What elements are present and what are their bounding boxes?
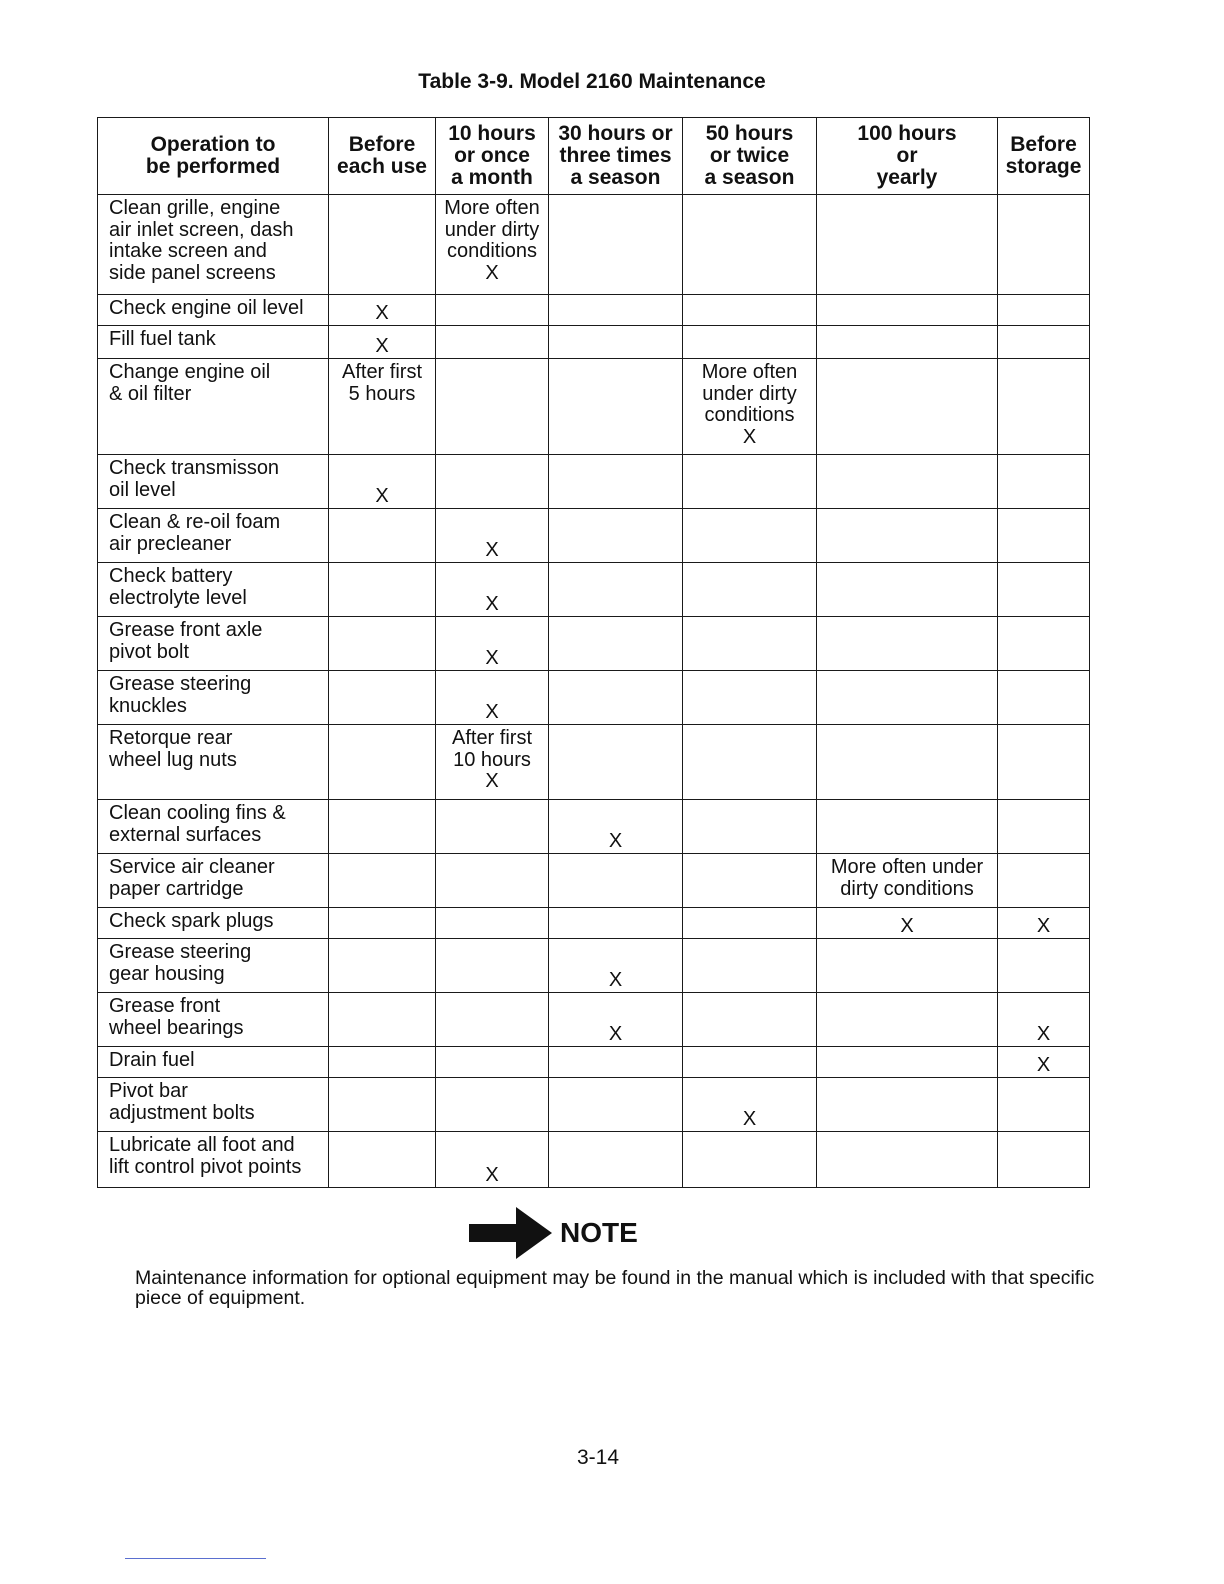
interval-cell bbox=[549, 195, 683, 295]
column-header bbox=[817, 118, 998, 195]
interval-cell bbox=[436, 1078, 549, 1132]
cell-note-line: conditions bbox=[446, 240, 538, 262]
interval-cell bbox=[998, 800, 1090, 854]
cell-note-line: More often under bbox=[830, 856, 984, 878]
interval-cell bbox=[329, 725, 436, 800]
cell-note-line: under dirty bbox=[444, 218, 540, 241]
interval-cell bbox=[436, 1132, 549, 1188]
interval-cell bbox=[998, 993, 1090, 1047]
interval-cell bbox=[817, 509, 998, 563]
interval-cell bbox=[817, 326, 998, 359]
operation-line: Clean cooling fins & bbox=[109, 802, 286, 824]
operation-cell bbox=[98, 563, 329, 617]
column-header-line: be performed bbox=[145, 155, 281, 178]
operation-line: Check engine oil level bbox=[109, 297, 304, 319]
column-header bbox=[549, 118, 683, 195]
interval-cell bbox=[329, 326, 436, 359]
column-header-line: a season bbox=[570, 166, 661, 189]
maintenance-table bbox=[97, 117, 1090, 1188]
interval-cell bbox=[683, 854, 817, 908]
interval-cell bbox=[329, 671, 436, 725]
interval-cell bbox=[549, 1132, 683, 1188]
table-row bbox=[98, 455, 1090, 509]
interval-cell bbox=[998, 295, 1090, 326]
interval-cell bbox=[683, 563, 817, 617]
interval-cell bbox=[683, 295, 817, 326]
operation-line: Grease front bbox=[109, 995, 221, 1017]
operation-line: air precleaner bbox=[109, 532, 232, 555]
column-header-line: a season bbox=[704, 166, 795, 189]
x-mark: X bbox=[485, 538, 499, 561]
interval-cell bbox=[329, 195, 436, 295]
interval-cell bbox=[549, 800, 683, 854]
page-number: 3-14 bbox=[576, 1446, 620, 1469]
interval-cell bbox=[683, 509, 817, 563]
interval-cell bbox=[436, 939, 549, 993]
x-mark: X bbox=[900, 914, 914, 937]
interval-cell bbox=[329, 1078, 436, 1132]
operation-line: Check spark plugs bbox=[109, 910, 274, 932]
interval-cell bbox=[683, 908, 817, 939]
cell-note-line: More often bbox=[444, 197, 540, 219]
column-header-line: Before bbox=[348, 133, 416, 156]
interval-cell bbox=[998, 1047, 1090, 1078]
table-title: Table 3-9. Model 2160 Maintenance bbox=[418, 70, 766, 93]
x-mark: X bbox=[485, 646, 499, 669]
interval-cell bbox=[683, 671, 817, 725]
cell-note-line: After first bbox=[451, 727, 532, 749]
column-header-line: 100 hours bbox=[857, 122, 957, 145]
x-mark: X bbox=[742, 1107, 757, 1130]
interval-cell bbox=[436, 800, 549, 854]
x-mark: X bbox=[608, 829, 623, 852]
column-header-line: or bbox=[896, 144, 918, 167]
operation-line: wheel bearings bbox=[109, 1016, 244, 1039]
operation-line: air inlet screen, dash bbox=[109, 218, 294, 241]
interval-cell bbox=[683, 1132, 817, 1188]
x-mark: X bbox=[608, 1022, 623, 1045]
table-row bbox=[98, 509, 1090, 563]
operation-cell bbox=[98, 908, 329, 939]
column-header-line: 10 hours bbox=[448, 122, 536, 145]
interval-cell bbox=[436, 908, 549, 939]
operation-cell bbox=[98, 800, 329, 854]
interval-cell bbox=[549, 854, 683, 908]
cell-note-line: After first bbox=[341, 361, 422, 383]
interval-cell bbox=[436, 455, 549, 509]
table-row bbox=[98, 671, 1090, 725]
operation-line: Grease steering bbox=[109, 673, 252, 695]
interval-cell bbox=[683, 725, 817, 800]
interval-cell bbox=[549, 993, 683, 1047]
x-mark: X bbox=[375, 484, 389, 507]
operation-line: external surfaces bbox=[109, 823, 262, 846]
operation-line: Change engine oil bbox=[109, 361, 271, 383]
column-header-line: three times bbox=[559, 144, 672, 167]
column-header bbox=[98, 118, 329, 195]
cell-note-line: under dirty bbox=[702, 382, 797, 405]
column-header-line: Operation to bbox=[150, 133, 276, 156]
interval-cell bbox=[817, 854, 998, 908]
note-text: Maintenance information for optional equipment may be found in the manual which is included with that specific piece of equipment. bbox=[135, 1267, 1095, 1309]
interval-cell bbox=[436, 509, 549, 563]
interval-cell bbox=[998, 671, 1090, 725]
table-row bbox=[98, 1132, 1090, 1188]
interval-cell bbox=[683, 326, 817, 359]
interval-cell bbox=[436, 854, 549, 908]
operation-cell bbox=[98, 725, 329, 800]
operation-line: intake screen and bbox=[109, 240, 267, 262]
interval-cell bbox=[817, 993, 998, 1047]
interval-cell bbox=[329, 1132, 436, 1188]
interval-cell bbox=[329, 854, 436, 908]
x-mark: X bbox=[742, 425, 757, 448]
interval-cell bbox=[436, 725, 549, 800]
table-row bbox=[98, 1078, 1090, 1132]
operation-line: Check transmisson bbox=[109, 457, 280, 479]
operation-line: wheel lug nuts bbox=[109, 748, 237, 771]
x-mark: X bbox=[1036, 1022, 1051, 1045]
operation-line: pivot bolt bbox=[109, 640, 190, 663]
interval-cell bbox=[683, 359, 817, 455]
operation-cell bbox=[98, 359, 329, 455]
interval-cell bbox=[549, 509, 683, 563]
interval-cell bbox=[683, 455, 817, 509]
cell-note-line: conditions bbox=[704, 404, 795, 426]
operation-cell bbox=[98, 617, 329, 671]
operation-line: Drain fuel bbox=[109, 1049, 195, 1071]
x-mark: X bbox=[375, 301, 389, 324]
interval-cell bbox=[683, 993, 817, 1047]
operation-line: & oil filter bbox=[109, 382, 192, 405]
operation-cell bbox=[98, 295, 329, 326]
column-header-line: a month bbox=[451, 166, 533, 189]
interval-cell bbox=[998, 509, 1090, 563]
operation-line: Grease front axle bbox=[109, 619, 263, 641]
interval-cell bbox=[998, 939, 1090, 993]
cell-note-line: 5 hours bbox=[348, 382, 416, 405]
column-header-line: 50 hours bbox=[705, 122, 794, 145]
interval-cell bbox=[436, 326, 549, 359]
table-row bbox=[98, 326, 1090, 359]
interval-cell bbox=[329, 939, 436, 993]
column-header-line: or twice bbox=[709, 144, 790, 167]
interval-cell bbox=[817, 617, 998, 671]
table-header-row bbox=[98, 118, 1090, 195]
operation-line: adjustment bolts bbox=[109, 1101, 255, 1124]
table-row bbox=[98, 908, 1090, 939]
operation-line: gear housing bbox=[109, 962, 225, 985]
operation-line: electrolyte level bbox=[109, 586, 247, 609]
interval-cell bbox=[329, 509, 436, 563]
interval-cell bbox=[329, 800, 436, 854]
table-row bbox=[98, 725, 1090, 800]
operation-cell bbox=[98, 509, 329, 563]
interval-cell bbox=[549, 725, 683, 800]
operation-cell bbox=[98, 1132, 329, 1188]
operation-line: Check battery bbox=[109, 565, 233, 587]
column-header-line: each use bbox=[337, 155, 427, 178]
interval-cell bbox=[998, 1078, 1090, 1132]
table-row bbox=[98, 195, 1090, 295]
table-body bbox=[98, 195, 1090, 1188]
note-label: NOTE bbox=[560, 1217, 638, 1248]
interval-cell bbox=[817, 1132, 998, 1188]
x-mark: X bbox=[485, 261, 499, 284]
x-mark: X bbox=[485, 770, 499, 792]
x-mark: X bbox=[608, 968, 623, 991]
interval-cell bbox=[549, 295, 683, 326]
operation-line: Clean & re-oil foam bbox=[109, 511, 281, 533]
operation-cell bbox=[98, 1047, 329, 1078]
interval-cell bbox=[817, 195, 998, 295]
operation-cell bbox=[98, 854, 329, 908]
table-row bbox=[98, 993, 1090, 1047]
interval-cell bbox=[998, 326, 1090, 359]
interval-cell bbox=[998, 455, 1090, 509]
table-row bbox=[98, 617, 1090, 671]
operation-line: Fill fuel tank bbox=[109, 328, 216, 350]
column-header bbox=[998, 118, 1090, 195]
table-row bbox=[98, 939, 1090, 993]
interval-cell bbox=[549, 939, 683, 993]
operation-cell bbox=[98, 195, 329, 295]
interval-cell bbox=[998, 1132, 1090, 1188]
operation-line: lift control pivot points bbox=[109, 1155, 302, 1178]
table-row bbox=[98, 563, 1090, 617]
interval-cell bbox=[817, 908, 998, 939]
interval-cell bbox=[683, 939, 817, 993]
cell-note-line: More often bbox=[701, 361, 798, 383]
interval-cell bbox=[549, 671, 683, 725]
column-header-line: 30 hours or bbox=[558, 122, 673, 145]
note-heading bbox=[468, 1206, 768, 1260]
interval-cell bbox=[549, 908, 683, 939]
interval-cell bbox=[549, 1047, 683, 1078]
column-header-line: storage bbox=[1005, 155, 1082, 178]
interval-cell bbox=[436, 617, 549, 671]
interval-cell bbox=[998, 563, 1090, 617]
interval-cell bbox=[817, 563, 998, 617]
interval-cell bbox=[817, 1047, 998, 1078]
operation-line: side panel screens bbox=[109, 261, 276, 284]
table-row bbox=[98, 854, 1090, 908]
interval-cell bbox=[329, 563, 436, 617]
interval-cell bbox=[329, 617, 436, 671]
interval-cell bbox=[329, 359, 436, 455]
operation-line: knuckles bbox=[109, 694, 187, 717]
interval-cell bbox=[683, 1078, 817, 1132]
interval-cell bbox=[998, 854, 1090, 908]
interval-cell bbox=[436, 295, 549, 326]
interval-cell bbox=[329, 295, 436, 326]
column-header bbox=[683, 118, 817, 195]
interval-cell bbox=[998, 908, 1090, 939]
cell-note-line: 10 hours bbox=[453, 748, 531, 771]
table-row bbox=[98, 295, 1090, 326]
table-row bbox=[98, 1047, 1090, 1078]
operation-line: oil level bbox=[109, 478, 176, 501]
cell-note-line: dirty conditions bbox=[840, 877, 974, 900]
x-mark: X bbox=[375, 334, 389, 357]
interval-cell bbox=[998, 359, 1090, 455]
interval-cell bbox=[817, 1078, 998, 1132]
interval-cell bbox=[817, 800, 998, 854]
operation-line: Clean grille, engine bbox=[109, 197, 281, 219]
column-header bbox=[436, 118, 549, 195]
operation-line: Retorque rear bbox=[109, 727, 233, 749]
footer-rule bbox=[125, 1558, 266, 1559]
interval-cell bbox=[549, 617, 683, 671]
column-header-line: Before bbox=[1010, 133, 1077, 156]
operation-cell bbox=[98, 993, 329, 1047]
interval-cell bbox=[436, 1047, 549, 1078]
interval-cell bbox=[817, 725, 998, 800]
interval-cell bbox=[436, 195, 549, 295]
column-header-line: or once bbox=[454, 144, 530, 167]
interval-cell bbox=[998, 195, 1090, 295]
operation-line: Lubricate all foot and bbox=[109, 1134, 295, 1156]
interval-cell bbox=[817, 455, 998, 509]
operation-line: Pivot bar bbox=[109, 1080, 188, 1102]
interval-cell bbox=[436, 359, 549, 455]
interval-cell bbox=[436, 993, 549, 1047]
interval-cell bbox=[683, 800, 817, 854]
interval-cell bbox=[549, 1078, 683, 1132]
operation-line: paper cartridge bbox=[109, 877, 244, 900]
interval-cell bbox=[817, 359, 998, 455]
table-row bbox=[98, 800, 1090, 854]
interval-cell bbox=[549, 455, 683, 509]
interval-cell bbox=[683, 195, 817, 295]
interval-cell bbox=[549, 563, 683, 617]
x-mark: X bbox=[485, 1163, 499, 1186]
operation-cell bbox=[98, 1078, 329, 1132]
x-mark: X bbox=[1036, 914, 1051, 937]
interval-cell bbox=[998, 617, 1090, 671]
table-row bbox=[98, 359, 1090, 455]
operation-line: Grease steering bbox=[109, 941, 252, 963]
interval-cell bbox=[817, 295, 998, 326]
operation-line: Service air cleaner bbox=[109, 856, 275, 878]
interval-cell bbox=[817, 939, 998, 993]
interval-cell bbox=[817, 671, 998, 725]
interval-cell bbox=[329, 908, 436, 939]
interval-cell bbox=[329, 993, 436, 1047]
interval-cell bbox=[436, 671, 549, 725]
arrow-right-icon bbox=[468, 1206, 554, 1260]
operation-cell bbox=[98, 671, 329, 725]
column-header bbox=[329, 118, 436, 195]
interval-cell bbox=[329, 1047, 436, 1078]
x-mark: X bbox=[485, 592, 499, 615]
x-mark: X bbox=[485, 700, 499, 723]
interval-cell bbox=[549, 359, 683, 455]
interval-cell bbox=[329, 455, 436, 509]
column-header-line: yearly bbox=[876, 166, 938, 189]
interval-cell bbox=[436, 563, 549, 617]
interval-cell bbox=[549, 326, 683, 359]
interval-cell bbox=[683, 1047, 817, 1078]
interval-cell bbox=[683, 617, 817, 671]
operation-cell bbox=[98, 939, 329, 993]
interval-cell bbox=[998, 725, 1090, 800]
operation-cell bbox=[98, 326, 329, 359]
operation-cell bbox=[98, 455, 329, 509]
x-mark: X bbox=[1036, 1053, 1051, 1076]
